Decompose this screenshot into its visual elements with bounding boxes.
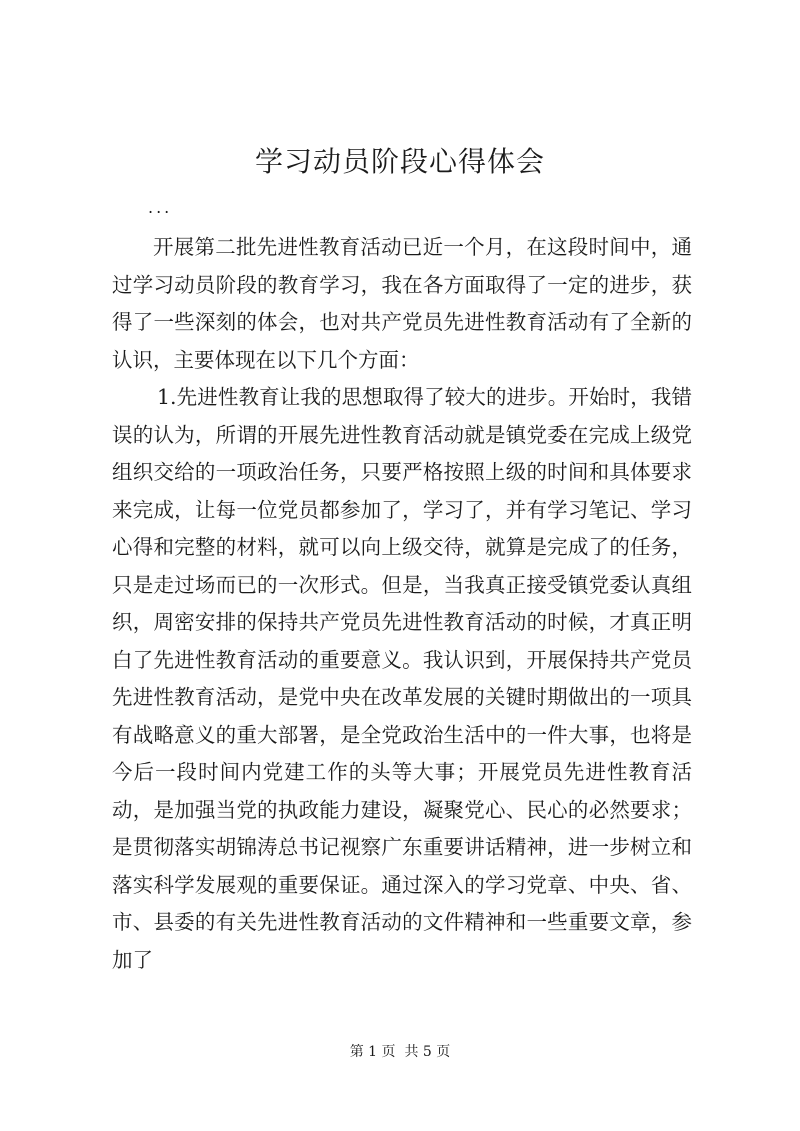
paragraph-point-1: 1.先进性教育让我的思想取得了较大的进步。开始时，我错误的认为，所谓的开展先进性教育活动就是镇党委在完成上级党组织交给的一项政治任务，只要严格按照上级的时间和具体要求来完成，让每一位党员都参加了，学习了，并有学习笔记、学习心得和完整的材料，就可以向上级交待，就算是完成了的任务，只是走过场而已的一次形式。但是，当我真正接受镇党委认真组织，周密安排的保持共产党员先进性教育活动的时候，才真正明白了先进性教育活动的重要意义。我认识到，开展保持共产党员先进性教育活动，是党中央在改革发展的关键时期做出的一项具有战略意义的重大部署，是全党政治生活中的一件大事，也将是今后一段时间内党建工作的头等大事；开展党员先进性教育活动，是加强当党的执政能力建设，凝聚党心、民心的必然要求；是贯彻落实胡锦涛总书记视察广东重要讲话精神，进一步树立和落实科学发展观的重要保证。通过深入的学习党章、中央、省、市、县委的有关先进性教育活动的文件精神和一些重要文章，参加了 xyxy=(112,385,692,972)
page-footer xyxy=(0,1042,800,1062)
page-number-label: 第 1 页 共 5 页 xyxy=(349,1044,451,1060)
document-title: 学习动员阶段心得体会 xyxy=(254,145,545,178)
paragraph-intro: 开展第二批先进性教育活动已近一个月，在这段时间中，通过学习动员阶段的教育学习，我在各方面取得了一定的进步，获得了一些深刻的体会，也对共产党员先进性教育活动有了全新的认识，主要体现在以下几个方面： xyxy=(112,235,692,372)
ellipsis-marker: ... xyxy=(148,198,173,217)
